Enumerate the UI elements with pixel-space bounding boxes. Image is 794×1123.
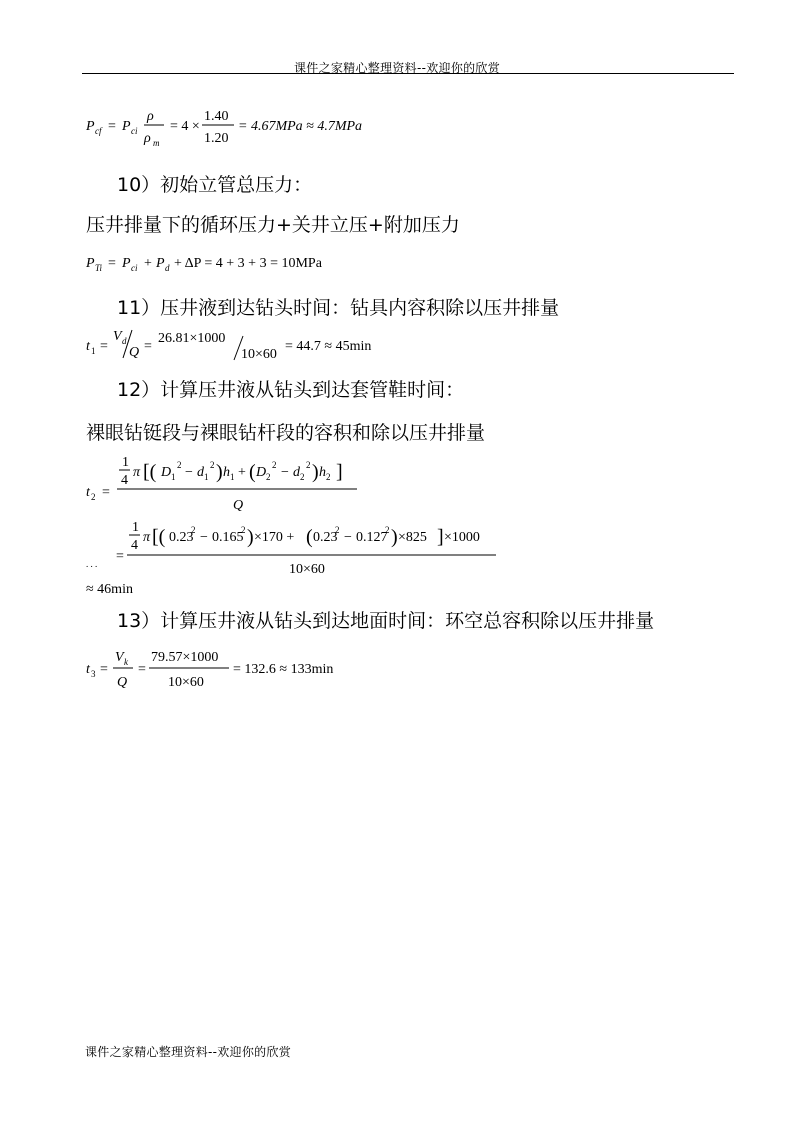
svg-text:=: = — [108, 119, 116, 134]
formula-superscript: 2 — [177, 460, 182, 470]
formula-denominator: 1.20 — [204, 131, 229, 146]
formula-symbol: Q — [129, 345, 140, 360]
formula-result: = 132.6 ≈ 133min — [233, 662, 334, 677]
formula-subscript: ci — [131, 263, 138, 273]
formula-numerator: 26.81×1000 — [158, 331, 226, 346]
formula-subscript: Ti — [95, 263, 103, 273]
formula-symbol: t — [86, 485, 90, 500]
formula-superscript: 2 — [210, 460, 215, 470]
formula-superscript: 2 — [385, 525, 390, 535]
svg-text:=: = — [138, 662, 146, 677]
step-10-description: 压井排量下的循环压力+关井立压+附加压力 — [86, 214, 460, 236]
formula-denominator: 10×60 — [168, 675, 204, 690]
svg-text:+: + — [238, 465, 246, 480]
formula-denominator: 10×60 — [289, 562, 325, 577]
svg-text:]: ] — [437, 526, 444, 548]
formula-fraction-num: 1 — [132, 520, 139, 535]
formula-superscript: 2 — [272, 460, 277, 470]
svg-text:): ) — [216, 461, 223, 483]
formula-symbol: h — [223, 465, 230, 480]
formula-numerator: 1.40 — [204, 109, 229, 124]
step-11-title: 11）压井液到达钻头时间：钻具内容积除以压井排量 — [117, 297, 560, 319]
formula-subscript: 1 — [171, 472, 176, 482]
svg-text:[(: [( — [152, 526, 166, 548]
formula-subscript: 2 — [326, 472, 331, 482]
page-header: 课件之家精心整理资料--欢迎你的欣赏 — [293, 61, 501, 75]
svg-text:]: ] — [336, 461, 343, 483]
svg-text:): ) — [247, 526, 254, 548]
svg-text:(: ( — [249, 461, 256, 483]
formula-value: ×825 — [398, 530, 427, 545]
formula-result: = 44.7 ≈ 45min — [285, 339, 372, 354]
formula-symbol: d — [293, 465, 300, 480]
formula-superscript: 2 — [191, 525, 196, 535]
formula-t2 — [86, 452, 386, 516]
step-13-title: 13）计算压井液从钻头到达地面时间：环空总容积除以压井排量 — [117, 610, 655, 632]
formula-symbol: P — [156, 256, 165, 271]
formula-symbol: h — [319, 465, 326, 480]
formula-result: ≈ 46min — [86, 582, 133, 597]
formula-pcf — [86, 104, 406, 150]
formula-subscript: 1 — [91, 346, 96, 356]
svg-text:(: ( — [306, 526, 313, 548]
formula-symbol: Q — [117, 675, 128, 690]
formula-symbol: P — [122, 119, 131, 134]
formula-superscript: 2 — [306, 460, 311, 470]
formula-symbol: t — [86, 662, 90, 677]
svg-text:−: − — [185, 465, 193, 480]
formula-symbol: Q — [233, 498, 244, 513]
formula-symbol: P — [86, 256, 95, 271]
formula-symbol: V — [115, 650, 124, 665]
header-rule — [82, 73, 734, 74]
formula-subscript: 2 — [91, 492, 96, 502]
formula-subscript: 2 — [300, 472, 305, 482]
svg-text:−: − — [200, 530, 208, 545]
formula-denominator: 10×60 — [241, 347, 277, 362]
formula-t2-result — [86, 578, 226, 598]
formula-subscript: k — [124, 657, 128, 667]
formula-subscript: m — [153, 138, 160, 148]
svg-text:): ) — [312, 461, 319, 483]
formula-symbol: V — [113, 329, 122, 344]
formula-value: 0.165 — [212, 530, 244, 545]
formula-subscript: 3 — [91, 669, 96, 679]
formula-value: ×170 + — [254, 530, 295, 545]
svg-text:=: = — [108, 256, 116, 271]
svg-text:=: = — [100, 662, 108, 677]
formula-symbol: D — [256, 465, 267, 480]
formula-subscript: ci — [131, 126, 138, 136]
formula-subscript: cf — [95, 126, 102, 136]
formula-subscript: d — [165, 263, 170, 273]
formula-fraction-num: 1 — [122, 455, 129, 470]
svg-text:+: + — [144, 256, 152, 271]
page-footer: 课件之家精心整理资料--欢迎你的欣赏 — [85, 1045, 292, 1059]
formula-t1 — [86, 326, 406, 362]
svg-text:): ) — [391, 526, 398, 548]
formula-symbol: P — [86, 119, 95, 134]
formula-symbol: π — [133, 465, 141, 480]
svg-text:[(: [( — [143, 461, 157, 483]
formula-subscript: 1 — [230, 472, 235, 482]
formula-subscript: d — [122, 336, 127, 346]
step-12-title: 12）计算压井液从钻头到达套管鞋时间： — [117, 379, 465, 401]
formula-value: ×1000 — [444, 530, 480, 545]
svg-text:−: − — [344, 530, 352, 545]
svg-text:=: = — [116, 549, 124, 564]
svg-text:=: = — [100, 339, 108, 354]
formula-value: 0.23 — [313, 530, 338, 545]
formula-superscript: 2 — [335, 525, 340, 535]
formula-result: + ΔP = 4 + 3 + 3 = 10MPa — [174, 256, 322, 271]
formula-fraction-den: 4 — [131, 538, 138, 553]
svg-text:. . .: . . . — [86, 559, 98, 569]
svg-text:=: = — [144, 339, 152, 354]
formula-value: 0.127 — [356, 530, 388, 545]
formula-result: = 4.67MPa ≈ 4.7MPa — [238, 119, 363, 134]
formula-pti — [86, 250, 406, 276]
formula-superscript: 2 — [241, 525, 246, 535]
formula-subscript: 1 — [204, 472, 209, 482]
formula-symbol: ρ — [147, 109, 154, 124]
formula-numerator: 79.57×1000 — [151, 650, 219, 665]
formula-fraction-den: 4 — [121, 473, 128, 488]
formula-symbol: P — [122, 256, 131, 271]
svg-text:−: − — [281, 465, 289, 480]
formula-t2-values — [86, 515, 506, 577]
formula-text: = 4 × — [170, 119, 200, 134]
step-12-description: 裸眼钻铤段与裸眼钻杆段的容积和除以压井排量 — [86, 422, 486, 444]
formula-symbol: t — [86, 339, 90, 354]
formula-symbol: D — [161, 465, 172, 480]
svg-text:=: = — [102, 485, 110, 500]
formula-value: 0.23 — [169, 530, 194, 545]
step-10-title: 10）初始立管总压力： — [117, 174, 313, 196]
formula-t3 — [86, 644, 426, 692]
formula-symbol: d — [197, 465, 204, 480]
formula-symbol: π — [143, 530, 151, 545]
formula-symbol: ρ — [144, 131, 151, 146]
formula-subscript: 2 — [266, 472, 271, 482]
